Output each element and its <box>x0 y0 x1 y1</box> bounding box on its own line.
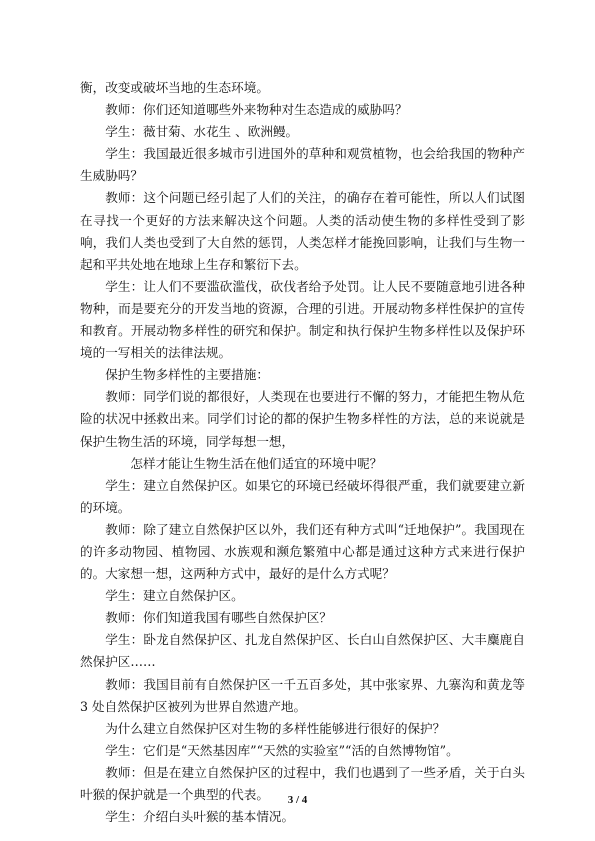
page-number: 3 / 4 <box>287 794 308 806</box>
paragraph-teacher-summary: 教师：同学们说的都很好，人类现在也要进行不懈的努力，才能把生物从危险的状况中拯救出来。同学们讨论的都的保护生物多样性的方法，总的来说就是保护生物生活的环境，同学每想一想， <box>80 389 525 449</box>
paragraph-student-gene-bank: 学生：它们是“天然基因库”“天然的实验室”“活的自然博物馆”。 <box>105 742 459 758</box>
paragraph-teacher-heritage: 教师：我国目前有自然保护区一千五百多处，其中张家界、九寨沟和黄龙等 3 处自然保护区被列为世界自然遗产地。 <box>80 676 525 714</box>
paragraph-question-why-reserves: 为什么建立自然保护区对生物的多样性能够进行很好的保护？ <box>105 720 446 736</box>
paragraph-question-suitable-environment: 怎样才能让生物生活在他们适宜的环境中呢？ <box>130 455 383 471</box>
paragraph-teacher-question-invasive: 教师：你们还知道哪些外来物种对生态造成的威胁吗？ <box>105 102 408 118</box>
paragraph-student-nature-reserve: 学生：建立自然保护区。如果它的环境已经破坏得很严重，我们就要建立新的环境。 <box>80 477 525 515</box>
document-body <box>80 77 525 828</box>
paragraph-continuation: 衡，改变或破坏当地的生态环境。 <box>80 80 269 95</box>
section-heading-protection-measures: 保护生物多样性的主要措施： <box>105 367 269 383</box>
paragraph-teacher-question-reserves: 教师：你们知道我国有哪些自然保护区？ <box>105 610 332 626</box>
paragraph-student-answer-reserve: 学生：建立自然保护区。 <box>105 588 244 604</box>
paragraph-teacher-explanation: 教师：这个问题已经引起了人们的关注，的确存在着可能性，所以人们试图在寻找一个更好的方法来解决这个问题。人类的活动使生物的多样性受到了影响，我们人类也受到了大自然的惩罚，人类怎样才能挽回影响，让我们与生物一起和平共处地在地球上生存和繁衍下去。 <box>80 190 525 272</box>
paragraph-student-list-reserves: 学生：卧龙自然保护区、扎龙自然保护区、长白山自然保护区、大丰麋鹿自然保护区…… <box>80 632 525 670</box>
paragraph-teacher-ex-situ: 教师：除了建立自然保护区以外，我们还有种方式叫“迁地保护”。我国现在的许多动物园、植物园、水族观和濒危繁殖中心都是通过这种方式来进行保护的。大家想一想，这两种方式中，最好的是什么方式呢？ <box>80 521 525 582</box>
paragraph-student-introduce-langur: 学生：介绍白头叶猴的基本情况。 <box>105 809 295 825</box>
paragraph-student-question-imports: 学生：我国最近很多城市引进国外的草种和观赏植物，也会给我国的物种产生威胁吗？ <box>80 146 525 184</box>
paragraph-student-answer-species: 学生：薇甘菊、水花生 、欧洲鳗。 <box>105 124 299 140</box>
paragraph-student-measures: 学生：让人们不要滥砍滥伐，砍伐者给予处罚。让人民不要随意地引进各种物种，而是要充分的开发当地的资源，合理的引进。开展动物多样性保护的宣传和教育。开展动物多样性的研究和保护。制定和执行保护生物多样性以及保护环境的一写相关的法律法规。 <box>80 278 525 361</box>
paragraph-teacher-white-headed-langur: 教师：但是在建立自然保护区的过程中，我们也遇到了一些矛盾，关于白头叶猴的保护就是一个典型的代表。 <box>80 764 525 802</box>
